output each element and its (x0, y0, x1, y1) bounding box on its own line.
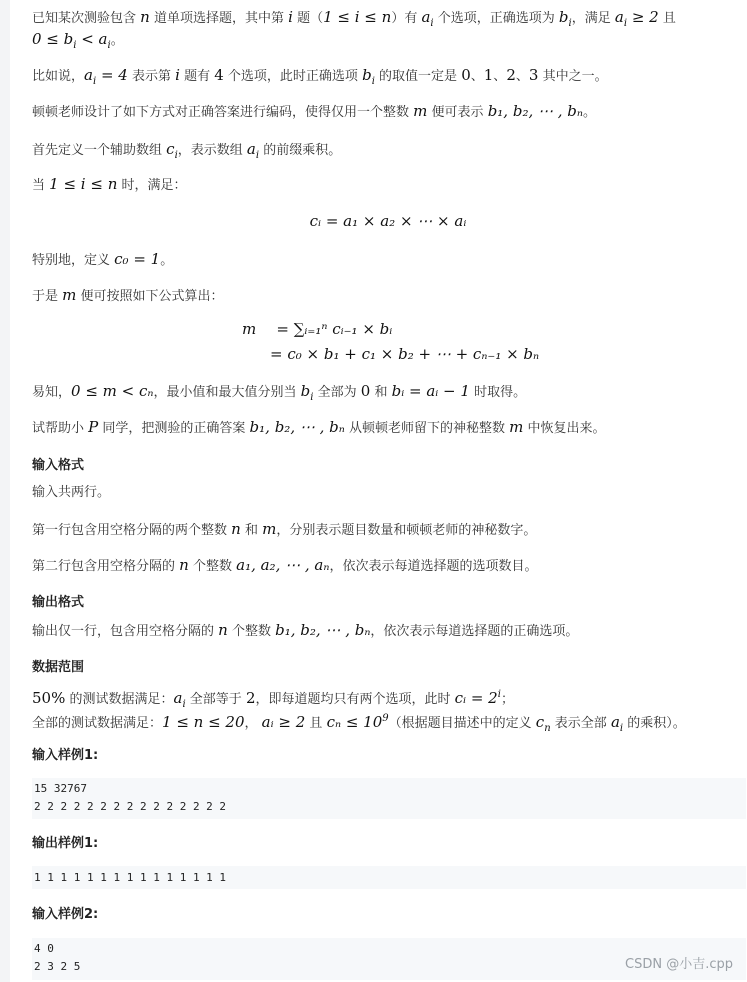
sample-output1-code (32, 866, 746, 889)
ci-formula: cᵢ = a₁ × a₂ × ⋯ × aᵢ (309, 212, 467, 230)
encode-paragraph: 顿顿老师设计了如下方式对正确答案进行编码，使得仅用一个整数 m 便可表示 b₁, b₂, ⋯ , bₙ。 (32, 102, 596, 120)
input-line1: 输入共两行。 (32, 485, 111, 500)
special-paragraph: 特别地，定义 c₀ = 1。 (32, 250, 174, 268)
intro-paragraph-cont: $0 \le b_i < a_i$。 (32, 30, 124, 51)
code-line: 2 2 2 2 2 2 2 2 2 2 2 2 2 2 2 (34, 800, 227, 813)
text: ）有 (391, 11, 418, 26)
range-paragraph: 易知，0 ≤ m < cₙ，最小值和最大值分别当 $b_i$ 全部为 0 和 bᵢ = aᵢ − 1 时取得。 (32, 382, 527, 403)
m-formula-line1: m = ∑ᵢ₌₁ⁿ cᵢ₋₁ × bᵢ (242, 320, 393, 338)
data-range-heading: 数据范围 (32, 660, 85, 675)
code-line: 15 32767 (34, 782, 87, 795)
text: 已知某次测验包含 (32, 11, 137, 26)
text: ，满足 (571, 11, 611, 26)
text: 个选项，正确选项为 (437, 11, 555, 26)
csdn-watermark: CSDN @小吉.cpp (625, 957, 733, 972)
input-format-heading: 输入格式 (32, 458, 85, 473)
input-line3: 第二行包含用空格分隔的 n 个整数 a₁, a₂, ⋯ , aₙ，依次表示每道选择题的选项数目。 (32, 556, 538, 574)
when-paragraph: 当 1 ≤ i ≤ n 时，满足： (32, 175, 187, 193)
sample-input1-heading: 输入样例1: (32, 748, 99, 763)
range-line1: 50% 的测试数据满足：$a_i$ 全部等于 2，即每道题均只有两个选项，此时 cᵢ = $2^i$； (32, 689, 514, 710)
text: 题（ (297, 11, 324, 26)
input-line2: 第一行包含用空格分隔的两个整数 n 和 m，分别表示题目数量和顿顿老师的神秘数字。 (32, 520, 537, 538)
math: i (288, 8, 293, 26)
output-line: 输出仅一行，包含用空格分隔的 n 个整数 b₁, b₂, ⋯ , bₙ，依次表示每道选择题的正确选项。 (32, 621, 579, 639)
formula-intro: 于是 m 便可按照如下公式算出： (32, 286, 224, 304)
left-gutter (0, 0, 10, 982)
text: 且 (662, 11, 676, 26)
example-paragraph: 比如说，$a_i = 4$ 表示第 i 题有 4 个选项，此时正确选项 $b_i$ 的取值一定是 0、1、2、3 其中之一。 (32, 66, 608, 87)
math: $0 \le b_i < a_i$ (32, 30, 111, 51)
aux-paragraph: 首先定义一个辅助数组 $c_i$，表示数组 $a_i$ 的前缀乘积。 (32, 140, 342, 161)
output-format-heading: 输出格式 (32, 595, 85, 610)
task-paragraph: 试帮助小 P 同学，把测验的正确答案 b₁, b₂, ⋯ , bₙ 从顿顿老师留下的神秘整数 m 中恢复出来。 (32, 418, 606, 436)
code-line: 4 0 (34, 942, 54, 955)
math: 1 ≤ i ≤ n (323, 8, 392, 26)
math: $a_i \ge 2$ (614, 8, 659, 29)
text: 道单项选择题，其中第 (153, 11, 284, 26)
code-line: 2 3 2 5 (34, 960, 81, 973)
math: $a_i$ (421, 8, 434, 29)
sample-input2-heading: 输入样例2: (32, 907, 99, 922)
math: n (140, 8, 150, 26)
sample-input1-code (32, 778, 746, 819)
sample-output1-heading: 输出样例1: (32, 836, 99, 851)
m-formula-line2: = c₀ × b₁ + c₁ × b₂ + ⋯ + cₙ₋₁ × bₙ (270, 345, 540, 363)
code-line: 1 1 1 1 1 1 1 1 1 1 1 1 1 1 1 (34, 871, 227, 884)
math: $b_i$ (558, 8, 572, 29)
range-line2: 全部的测试数据满足：1 ≤ n ≤ 20， aᵢ ≥ 2 且 $c_n \le 10^9$（根据题目描述中的定义 $c_n$ 表示全部 $a_i$ 的乘积）。 (32, 713, 686, 734)
